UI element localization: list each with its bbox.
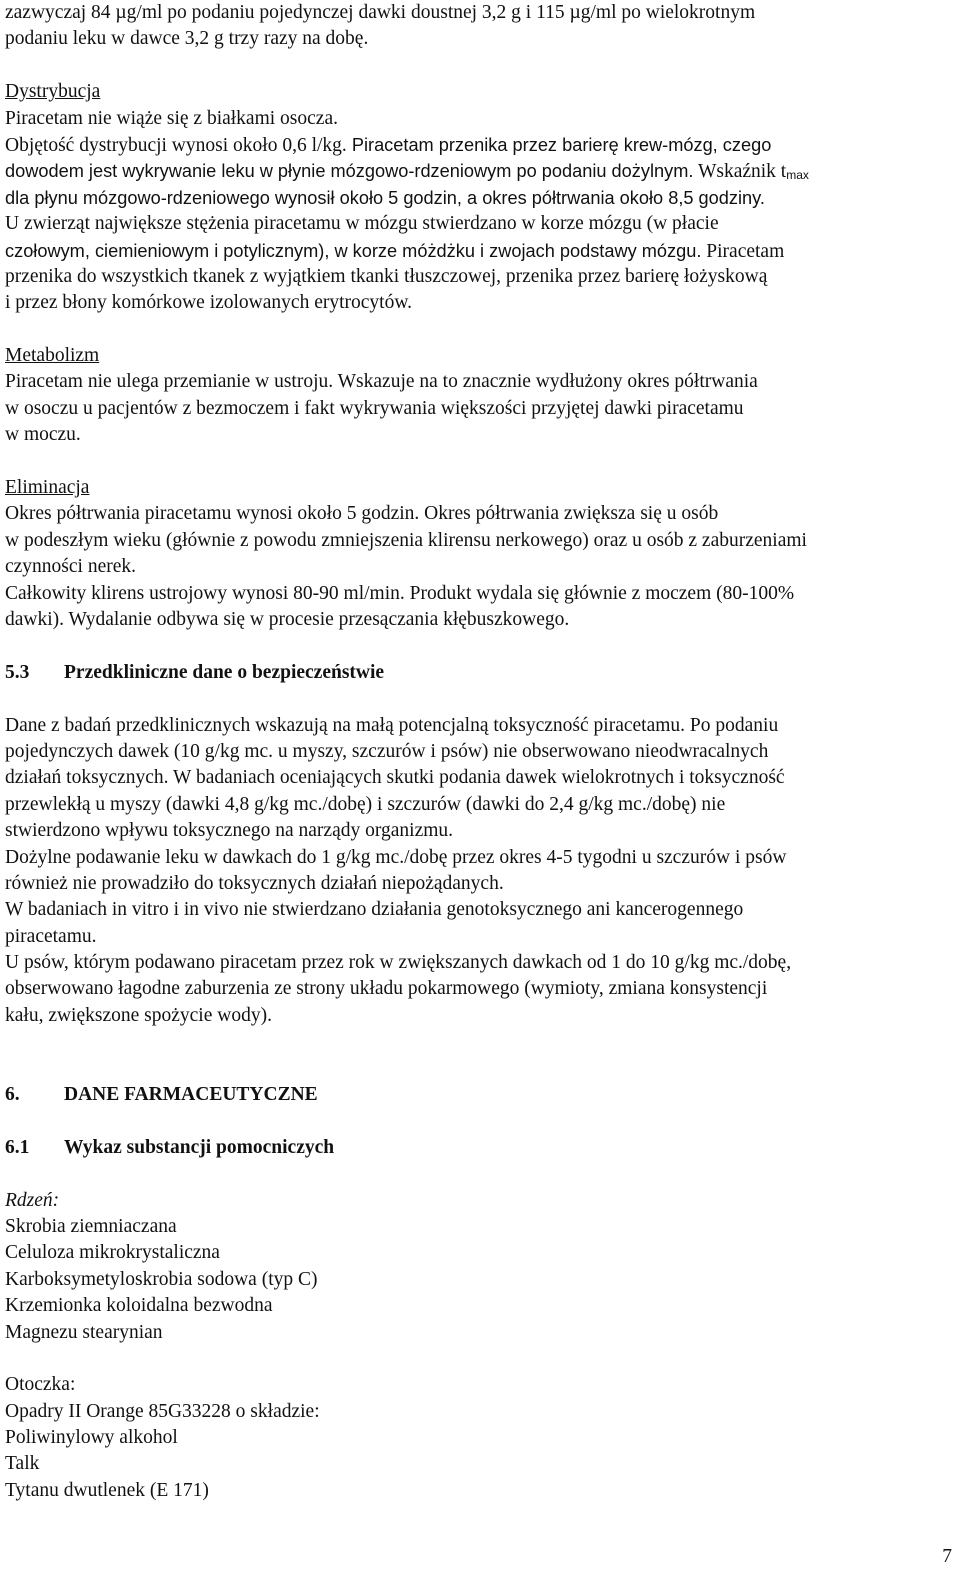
document-page <box>5 0 955 1504</box>
section-5-3-line-10: U psów, którym podawano piracetam przez rok w zwiększanych dawkach od 1 do 10 g/kg mc./dobę, <box>5 952 792 974</box>
section-5-3-line-6: Dożylne podawanie leku w dawkach do 1 g/kg mc./dobę przez okres 4-5 tygodni u szczurów i psów <box>5 846 787 868</box>
section-5-3-line-12: kału, zwiększone spożycie wody). <box>5 1004 272 1026</box>
section-5-3-line-8: W badaniach in vitro i in vivo nie stwierdzano działania genotoksycznego ani kancerogennego <box>5 899 744 921</box>
spacer <box>5 317 955 343</box>
rdzen-item: Krzemionka koloidalna bezwodna <box>5 1295 273 1317</box>
spacer <box>5 633 955 659</box>
dystrybucja-line-5: U zwierząt największe stężenia piracetamu w mózgu stwierdzano w korze mózgu (w płacie <box>5 213 719 235</box>
section-5-3-line-11: obserwowano łagodne zaburzenia ze strony układu pokarmowego (wymioty, zmiana konsystencji <box>5 978 768 1000</box>
section-title: DANE FARMACEUTYCZNE <box>64 1084 318 1106</box>
eliminacja-line-4: Całkowity klirens ustrojowy wynosi 80-90 ml/min. Produkt wydala się głównie z moczem (80-100% <box>5 582 795 604</box>
tmax-subscript: max <box>786 168 809 183</box>
section-5-3-heading <box>5 660 955 686</box>
otoczka-item: Opadry II Orange 85G33228 o składzie: <box>5 1400 320 1422</box>
eliminacja-line-3: czynności nerek. <box>5 556 137 578</box>
section-5-3-line-9: piracetamu. <box>5 925 97 947</box>
section-5-3-line-3: działań toksycznych. W badaniach oceniających skutki podania dawek wielokrotnych i toksyczność <box>5 767 785 789</box>
dystrybucja-line-6-tail: Piracetam <box>701 240 785 262</box>
dystrybucja-line-4: dla płynu mózgowo-rdzeniowego wynosił około 5 godzin, a okres półtrwania około 8,5 godziny. <box>5 187 765 208</box>
eliminacja-line-1: Okres półtrwania piracetamu wynosi około 5 godzin. Okres półtrwania zwiększa się u osób <box>5 503 719 525</box>
section-title: Przedkliniczne dane o bezpieczeństwie <box>64 661 385 683</box>
intro-line-1: zazwyczaj 84 µg/ml po podaniu pojedynczej dawki doustnej 3,2 g i 115 µg/ml po wielokrotnym <box>5 2 756 23</box>
rdzen-item: Karboksymetyloskrobia sodowa (typ C) <box>5 1268 318 1290</box>
spacer <box>5 1056 955 1082</box>
spacer <box>5 686 955 712</box>
rdzen-label: Rdzeń: <box>5 1189 60 1211</box>
dystrybucja-line-6 <box>5 238 955 264</box>
metabolizm-line-2: w osoczu u pacjentów z bezmoczem i fakt wykrywania większości przyjętej dawki piracetamu <box>5 397 744 419</box>
rdzen-item: Celuloza mikrokrystaliczna <box>5 1242 220 1264</box>
section-title: Wykaz substancji pomocniczych <box>64 1136 335 1158</box>
eliminacja-line-2: w podeszłym wieku (głównie z powodu zmniejszenia klirensu nerkowego) oraz u osób z zaburzeniami <box>5 529 807 551</box>
dystrybucja-line-3-tail: Wskaźnik t <box>693 161 787 183</box>
metabolizm-line-3: w moczu. <box>5 424 81 446</box>
spacer <box>5 1161 955 1187</box>
dystrybucja-line-3-text: dowodem jest wykrywanie leku w płynie mózgowo-rdzeniowym po podaniu dożylnym. <box>5 161 694 182</box>
rdzen-item: Skrobia ziemniaczana <box>5 1215 177 1237</box>
section-number: 6. <box>5 1084 20 1106</box>
section-5-3-line-7: również nie prowadziło do toksycznych działań niepożądanych. <box>5 872 504 894</box>
dystrybucja-line-7: przenika do wszystkich tkanek z wyjątkiem tkanki tłuszczowej, przenika przez barierę łożyskową <box>5 265 768 287</box>
section-6-heading <box>5 1082 955 1108</box>
otoczka-label: Otoczka: <box>5 1374 76 1396</box>
metabolizm-heading: Metabolizm <box>5 345 100 367</box>
eliminacja-line-5: dawki). Wydalanie odbywa się w procesie przesączania kłębuszkowego. <box>5 608 570 630</box>
dystrybucja-line-2 <box>5 132 955 158</box>
section-number: 6.1 <box>5 1136 30 1158</box>
dystrybucja-line-1: Piracetam nie wiąże się z białkami osocza. <box>5 107 338 129</box>
dystrybucja-line-2-serif: Objętość dystrybucji wynosi około 0,6 l/kg. <box>5 134 347 156</box>
dystrybucja-line-2-sans: Piracetam przenika przez barierę krew-mózg, czego <box>346 134 772 155</box>
dystrybucja-line-6-text: czołowym, ciemieniowym i potylicznym), w korze móżdżku i zwojach podstawy mózgu. <box>5 240 702 261</box>
dystrybucja-heading: Dystrybucja <box>5 81 101 103</box>
section-5-3-line-4: przewlekłą u myszy (dawki 4,8 g/kg mc./dobę) i szczurów (dawki do 2,4 g/kg mc./dobę) nie <box>5 793 726 815</box>
eliminacja-heading: Eliminacja <box>5 477 90 499</box>
otoczka-item: Tytanu dwutlenek (E 171) <box>5 1479 209 1501</box>
spacer <box>5 449 955 475</box>
otoczka-item: Talk <box>5 1453 40 1475</box>
intro-line-2: podaniu leku w dawce 3,2 g trzy razy na dobę. <box>5 28 369 50</box>
spacer <box>5 53 955 79</box>
section-5-3-line-5: stwierdzono wpływu toksycznego na narządy organizmu. <box>5 820 454 842</box>
spacer <box>5 1346 955 1372</box>
dystrybucja-line-3 <box>5 158 955 184</box>
spacer <box>5 1108 955 1134</box>
spacer <box>5 1029 955 1055</box>
page-number: 7 <box>942 1546 952 1567</box>
metabolizm-line-1: Piracetam nie ulega przemianie w ustroju. Wskazuje na to znacznie wydłużony okres półtrwania <box>5 371 758 393</box>
section-5-3-line-2: pojedynczych dawek (10 g/kg mc. u myszy, szczurów i psów) nie obserwowano nieodwracalnych <box>5 740 769 762</box>
section-5-3-line-1: Dane z badań przedklinicznych wskazują na małą potencjalną toksyczność piracetamu. Po podaniu <box>5 714 779 736</box>
otoczka-item: Poliwinylowy alkohol <box>5 1427 178 1449</box>
section-6-1-heading <box>5 1135 955 1161</box>
section-number: 5.3 <box>5 661 30 683</box>
rdzen-item: Magnezu stearynian <box>5 1321 163 1343</box>
dystrybucja-line-8: i przez błony komórkowe izolowanych erytrocytów. <box>5 292 413 314</box>
